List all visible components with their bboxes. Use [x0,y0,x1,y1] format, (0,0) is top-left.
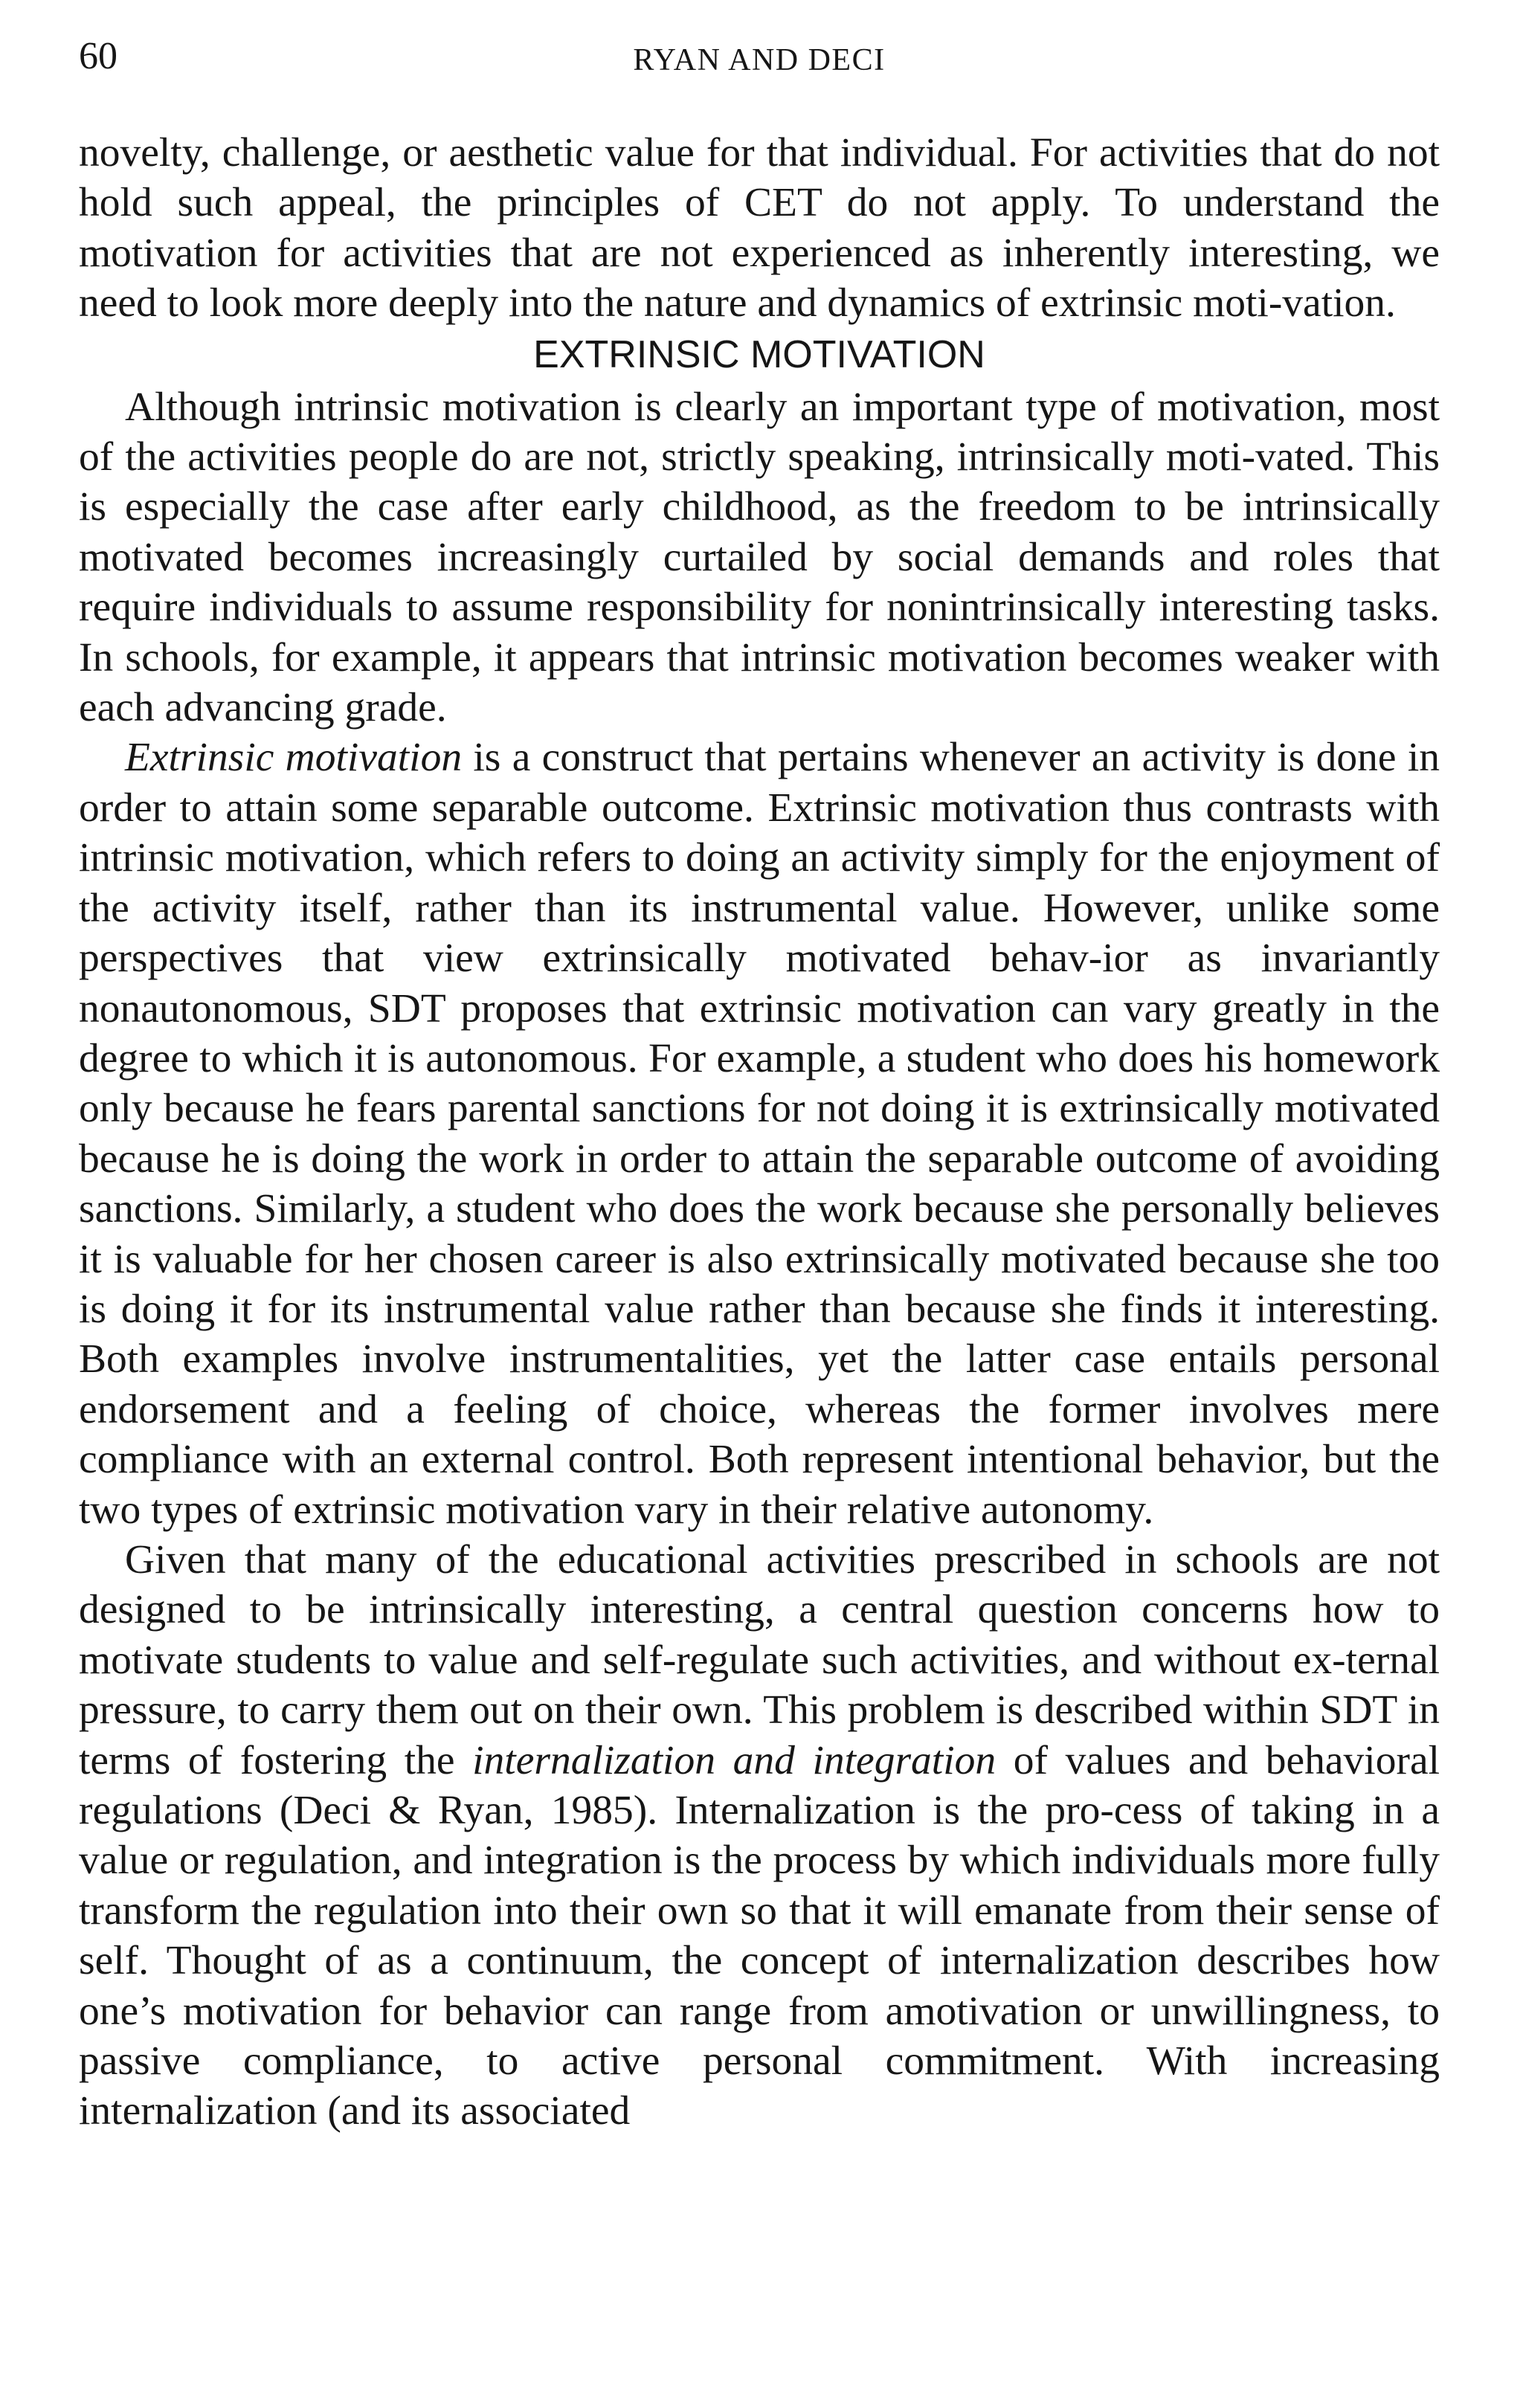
italic-term-internalization: internalization and integration [472,1737,996,1783]
italic-term-extrinsic-motivation: Extrinsic motivation [125,735,463,781]
page-number: 60 [79,35,117,77]
paragraph-definition-text: is a construct that pertains whenever an activity is done in order to attain some separable outcome. Extrinsic motivation thus contrasts with intrinsic motivation, which refers to doing an activity simply for the enjoyment of the activity itself, rather than its instrumental value. However, unlike some perspectives that view extrinsically motivated behav-ior as invariantly nonautonomous, SDT proposes that extrinsic motivation can vary greatly in the degree to which it is autonomous. For example, a student who does his homework only because he fears parental sanctions for not doing it is extrinsically motivated because he is doing the work in order to attain the separable outcome of avoiding sanctions. Similarly, a student who does the work because she personally believes it is valuable for her chosen career is also extrinsically motivated because she too is doing it for its instrumental value rather than because she finds it interesting. Both examples involve instrumentalities, yet the latter case entails personal endorsement and a feeling of choice, whereas the former involves mere compliance with an external control. Both represent intentional behavior, but the two types of extrinsic motivation vary in their relative autonomy. [79,735,1440,1533]
running-head-title: RYAN AND DECI [633,43,886,77]
paragraph-internalization-text-after: of values and behavioral regulations (Deci & Ryan, 1985). Internalization is the pro-cess of taking in a value or regulation, and integration is the process by which individuals more fully transform the regulation into their own so that it will emanate from their sense of self. Thought of as a continuum, the concept of internalization describes how one’s motivation for behavior can range from amotivation or unwillingness, to passive compliance, to active personal commitment. With increasing internalization (and its associated [79,1737,1440,2134]
body-text [79,128,1440,2137]
paragraph-definition [79,733,1440,1535]
paragraph-intro: Although intrinsic motivation is clearly an important type of motivation, most of the activities people do are not, strictly speaking, intrinsically moti-vated. This is especially the case after early childhood, as the freedom to be intrinsically motivated becomes increasingly curtailed by social demands and roles that require individuals to assume responsibility for nonintrinsically interesting tasks. In schools, for example, it appears that intrinsic motivation becomes weaker with each advancing grade. [79,384,1440,731]
section-heading: EXTRINSIC MOTIVATION [533,332,985,376]
paragraph-internalization [79,1535,1440,2137]
running-head [79,30,1440,89]
paragraph-internalization-text-before: Given that many of the educational activities prescribed in schools are not designed to be intrinsically interesting, a central question concerns how to motivate students to value and self-regulate such activities, and without ex-ternal pressure, to carry them out on their own. This problem is described within SDT in terms of fostering the [79,1536,1440,1783]
paragraph-continuation: novelty, challenge, or aesthetic value for that individual. For activities that do not hold such appeal, the principles of CET do not apply. To understand the motivation for activities that are not experienced as inherently interesting, we need to look more deeply into the nature and dynamics of extrinsic moti-vation. [79,130,1440,326]
